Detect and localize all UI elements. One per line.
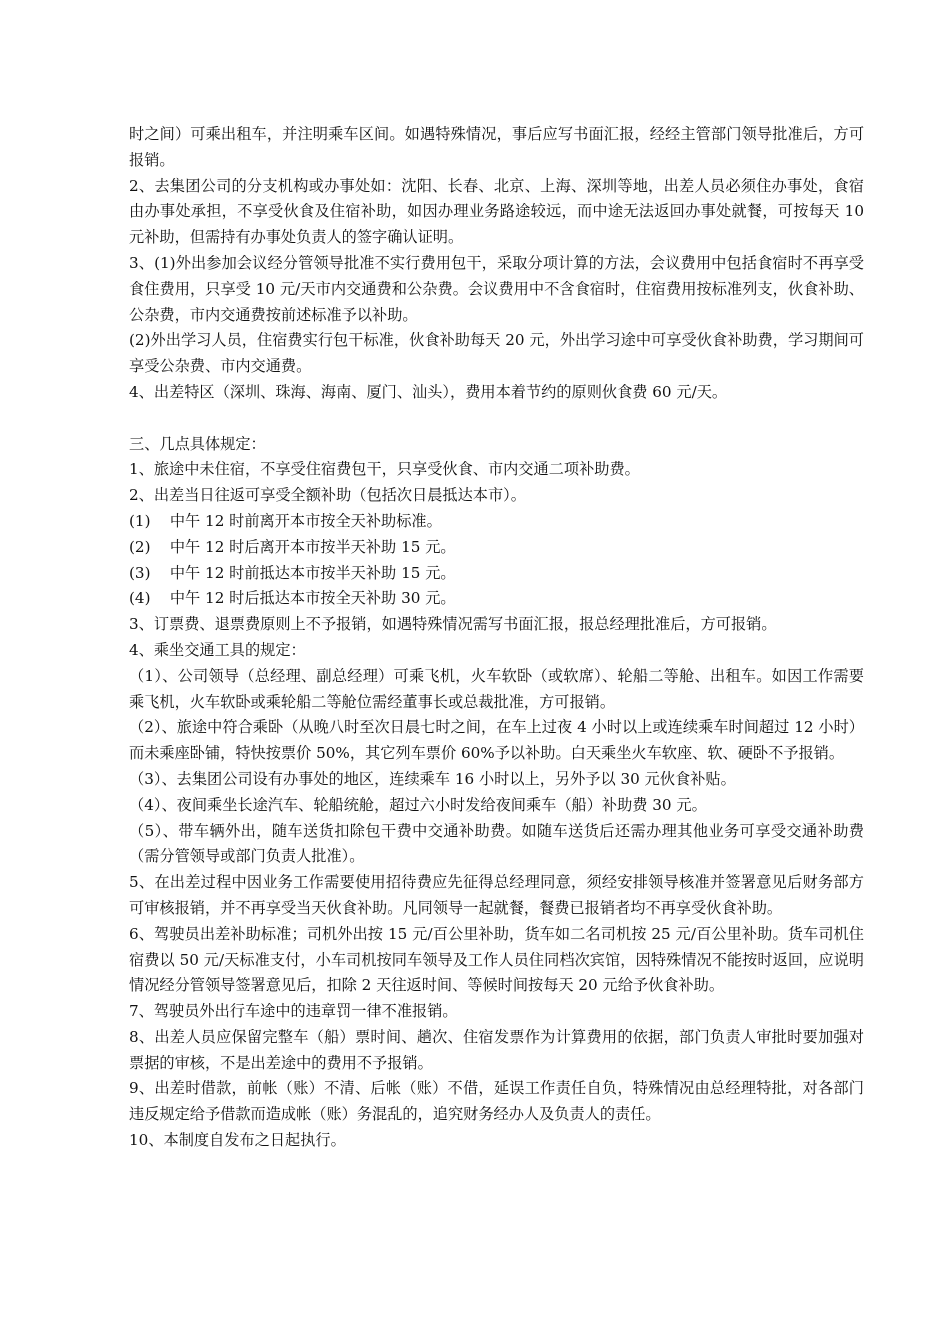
list-item-rule-2-4: (4) 中午 12 时后抵达本市按全天补助 30 元。 — [129, 589, 456, 608]
list-item-rule-2-2: (2) 中午 12 时后离开本市按半天补助 15 元。 — [129, 537, 456, 556]
paragraph-rule-9: 9、出差时借款，前帐（账）不清、后帐（账）不借，延误工作责任自负，特殊情况由总经理特批，对各部门违反规定给予借款而造成帐（账）务混乱的，追究财务经办人及负责人的责任。 — [129, 1079, 864, 1124]
paragraph-rule-10: 10、本制度自发布之日起执行。 — [129, 1131, 346, 1150]
paragraph-rule-4-1: （1）、公司领导（总经理、副总经理）可乘飞机，火车软卧（或软席）、轮船二等舱、出租车。如因工作需要乘飞机，火车软卧或乘轮船二等舱位需经董事长或总裁批准，方可报销。 — [129, 666, 864, 711]
paragraph-rule-8: 8、出差人员应保留完整车（船）票时间、趟次、住宿发票作为计算费用的依据，部门负责人审批时要加强对票据的审核，不是出差途中的费用不予报销。 — [129, 1027, 864, 1072]
paragraph-rule-7: 7、驾驶员外出行车途中的违章罚一律不准报销。 — [129, 1002, 458, 1021]
paragraph-meeting-rule: 3、(1)外出参加会议经分管领导批准不实行费用包干，采取分项计算的方法，会议费用中包括食宿时不再享受食住费用，只享受 10 元/天市内交通费和公杂费。会议费用中不含食宿时，住宿费用按标准列支，伙食补助、公杂费，市内交通费按前述标准予以补助。 — [129, 253, 864, 324]
paragraph-rule-6: 6、驾驶员出差补助标准；司机外出按 15 元/百公里补助，货车如二名司机按 25 元/百公里补助。货车司机住宿费以 50 元/天标准支付，小车司机按同车领导及工作人员住同档次宾馆，因特殊情况不能按时返回，应说明情况经分管领导签署意见后，扣除 2 天往返时间、等候时间按每天 20 元给予伙食补助。 — [129, 924, 864, 995]
paragraph-taxi-rule-continued: 时之间）可乘出租车，并注明乘车区间。如遇特殊情况，事后应写书面汇报，经经主管部门领导批准后，方可报销。 — [129, 125, 864, 169]
paragraph-rule-4-3: （3）、去集团公司设有办事处的地区，连续乘车 16 小时以上，另外予以 30 元伙食补贴。 — [129, 769, 736, 788]
paragraph-rule-3: 3、订票费、退票费原则上不予报销，如遇特殊情况需写书面汇报，报总经理批准后，方可报销。 — [129, 615, 777, 634]
document-body — [129, 122, 864, 1154]
blank-line — [129, 406, 864, 432]
paragraph-rule-2: 2、出差当日往返可享受全额补助（包括次日晨抵达本市）。 — [129, 486, 526, 505]
paragraph-rule-1: 1、旅途中未住宿，不享受住宿费包干，只享受伙食、市内交通二项补助费。 — [129, 460, 640, 479]
paragraph-rule-4-4: （4）、夜间乘坐长途汽车、轮船统舱，超过六小时发给夜间乘车（船）补助费 30 元。 — [129, 795, 707, 814]
list-item-rule-2-1: (1) 中午 12 时前离开本市按全天补助标准。 — [129, 511, 442, 530]
paragraph-special-zone-rule: 4、出差特区（深圳、珠海、海南、厦门、汕头），费用本着节约的原则伙食费 60 元/天。 — [129, 382, 728, 401]
section-heading-specific-rules: 三、几点具体规定： — [129, 434, 266, 453]
paragraph-branch-office-rule: 2、去集团公司的分支机构或办事处如：沈阳、长春、北京、上海、深圳等地，出差人员必须住办事处，食宿由办事处承担，不享受伙食及住宿补助，如因办理业务路途较远，而中途无法返回办事处就餐，可按每天 10 元补助，但需持有办事处负责人的签字确认证明。 — [129, 176, 864, 247]
paragraph-rule-4: 4、乘坐交通工具的规定： — [129, 640, 306, 659]
list-item-rule-2-3: (3) 中午 12 时前抵达本市按半天补助 15 元。 — [129, 563, 456, 582]
paragraph-rule-4-2: （2）、旅途中符合乘卧（从晚八时至次日晨七时之间，在车上过夜 4 小时以上或连续乘车时间超过 12 小时）而未乘座卧铺，特快按票价 50%，其它列车票价 60%予以补助。白天乘坐火车软座、软、硬卧不予报销。 — [129, 718, 864, 763]
paragraph-study-rule: (2)外出学习人员，住宿费实行包干标准，伙食补助每天 20 元，外出学习途中可享受伙食补助费，学习期间可享受公杂费、市内交通费。 — [129, 331, 864, 376]
paragraph-rule-5: 5、在出差过程中因业务工作需要使用招待费应先征得总经理同意，须经安排领导核准并签署意见后财务部方可审核报销，并不再享受当天伙食补助。凡同领导一起就餐，餐费已报销者均不再享受伙食补助。 — [129, 873, 864, 917]
paragraph-rule-4-5: （5）、带车辆外出，随车送货扣除包干费中交通补助费。如随车送货后还需办理其他业务可享受交通补助费（需分管领导或部门负责人批准）。 — [129, 821, 864, 866]
